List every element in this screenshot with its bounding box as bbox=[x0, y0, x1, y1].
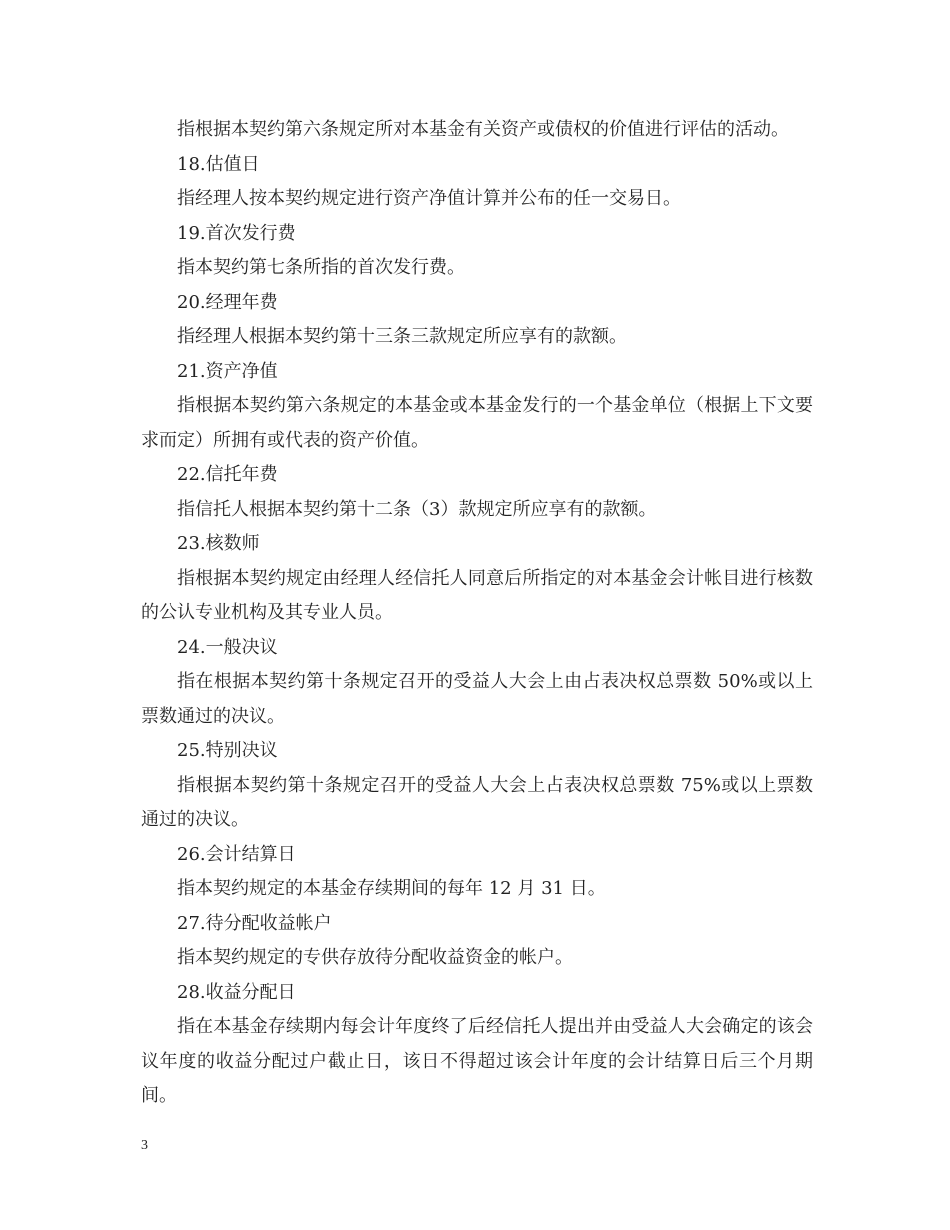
paragraph: 指经理人根据本契约第十三条三款规定所应享有的款额。 bbox=[177, 326, 627, 347]
page-number: 3 bbox=[141, 1138, 148, 1153]
section-heading: 23.核数师 bbox=[177, 533, 260, 554]
section-heading: 18.估值日 bbox=[177, 153, 260, 175]
section-heading: 27.待分配收益帐户 bbox=[177, 912, 332, 934]
section-heading: 22.信托年费 bbox=[177, 464, 278, 485]
paragraph: 指在本基金存续期内每会计年度终了后经信托人提出并由受益人大会确定的该会议年度的收益分配过户截止日，该日不得超过该会计年度的会计结算日后三个月期间。 bbox=[141, 1016, 813, 1106]
paragraph: 指信托人根据本契约第十二条（3）款规定所应享有的款额。 bbox=[177, 498, 657, 520]
section-heading: 19.首次发行费 bbox=[177, 222, 296, 244]
section-heading: 20.经理年费 bbox=[177, 291, 278, 313]
section-heading: 21.资产净值 bbox=[177, 360, 278, 382]
section-heading: 26.会计结算日 bbox=[177, 843, 296, 865]
paragraph: 指根据本契约规定由经理人经信托人同意后所指定的对本基金会计帐目进行核数的公认专业机构及其专业人员。 bbox=[141, 567, 813, 623]
paragraph: 指经理人按本契约规定进行资产净值计算并公布的任一交易日。 bbox=[177, 188, 681, 209]
page-body bbox=[141, 113, 813, 1114]
paragraph: 指根据本契约第十条规定召开的受益人大会上占表决权总票数 75%或以上票数通过的决议。 bbox=[141, 774, 813, 830]
paragraph: 指在根据本契约第十条规定召开的受益人大会上由占表决权总票数 50%或以上票数通过的决议。 bbox=[141, 671, 813, 727]
paragraph: 指根据本契约第六条规定所对本基金有关资产或债权的价值进行评估的活动。 bbox=[177, 119, 789, 140]
section-heading: 24.一般决议 bbox=[177, 636, 278, 658]
paragraph: 指本契约第七条所指的首次发行费。 bbox=[177, 257, 465, 278]
paragraph: 指本契约规定的专供存放待分配收益资金的帐户。 bbox=[177, 947, 573, 968]
paragraph: 指本契约规定的本基金存续期间的每年 12 月 31 日。 bbox=[177, 878, 606, 899]
section-heading: 28.收益分配日 bbox=[177, 981, 296, 1003]
section-heading: 25.特别决议 bbox=[177, 740, 278, 761]
paragraph: 指根据本契约第六条规定的本基金或本基金发行的一个基金单位（根据上下文要求而定）所拥有或代表的资产价值。 bbox=[141, 395, 813, 451]
